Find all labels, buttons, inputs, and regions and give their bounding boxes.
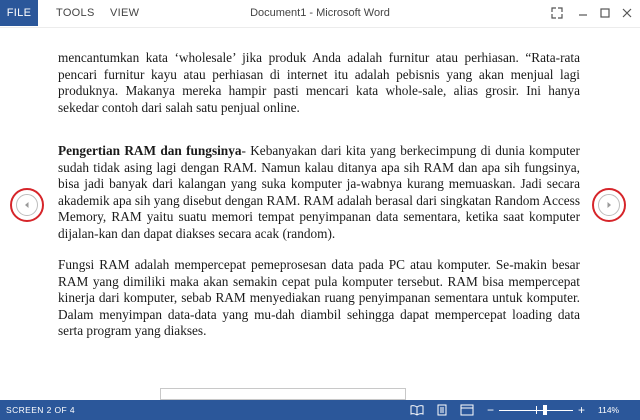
read-mode-icon[interactable] <box>410 404 424 416</box>
maximize-icon[interactable] <box>596 4 614 22</box>
paragraph-2-body: - Kebanyakan dari kita yang berkecimpung di dunia komputer sudah tidak asing lagi dengan RAM. Namun kalau ditanya apa sih RAM dan apa sih fungsinya, bisa jadi banyak dari kalangan yang suka komputer ja-wabnya kurang memuaskan. Jadi secara akademik apa sih yang disebut dengan RAM. RAM adalah berasal dari singkatan Random Access Memory, RAM yaitu suatu memori tempat penyimpanan data sementara, ketika saat komputer dijalan-kan dan dapat diakses secara acak (random). <box>58 143 580 241</box>
minimize-icon[interactable] <box>574 4 592 22</box>
document-page <box>58 50 580 340</box>
previous-page-button[interactable] <box>10 188 44 222</box>
close-icon[interactable] <box>618 4 636 22</box>
zoom-slider-thumb[interactable] <box>543 405 547 415</box>
tools-menu-button[interactable]: TOOLS <box>56 7 95 19</box>
zoom-out-button[interactable]: − <box>487 403 495 417</box>
zoom-center-mark <box>536 406 537 414</box>
zoom-in-button[interactable]: + <box>578 403 586 417</box>
paragraph-1: mencantumkan kata ‘wholesale’ jika produk Anda adalah furnitur atau perhiasan. “Rata-rata pencari furnitur kayu atau perhiasan di internet itu adalah pebisnis yang akan menjual lagi produknya. Makanya mereka hampir pasti mencari kata whole-sale, alias grosir. Ini hanya sekedar contoh dari salah satu penjual online. <box>58 50 580 115</box>
print-layout-icon[interactable] <box>435 404 449 416</box>
zoom-level[interactable]: 114% <box>598 405 620 415</box>
window-title: Document1 - Microsoft Word <box>250 7 390 19</box>
file-menu-button[interactable]: FILE <box>0 0 38 26</box>
highlight-circle <box>592 188 626 222</box>
horizontal-scrollbar[interactable] <box>160 388 406 400</box>
screen-indicator[interactable]: SCREEN 2 OF 4 <box>6 405 75 415</box>
status-bar <box>0 400 640 420</box>
section-heading: Pengertian RAM dan fungsinya <box>58 143 242 158</box>
title-bar <box>0 0 640 28</box>
view-menu-button[interactable]: VIEW <box>110 7 140 19</box>
next-page-button[interactable] <box>592 188 626 222</box>
restore-icon[interactable] <box>548 4 566 22</box>
paragraph-3: Fungsi RAM adalah mempercepat pemeprosesan data pada PC atau komputer. Se-makin besar RAM yang dimiliki maka akan semakin cepat pula komputer tersebut. RAM bisa mempercepat kinerja dari komputer, sebab RAM menyediakan ruang penyimpanan sementara untuk komputer. Dalam menyimpan data-data yang mu-dah diambil sehingga dapat mempercepat loading data serta program yang diakses. <box>58 257 580 338</box>
web-layout-icon[interactable] <box>460 404 474 416</box>
paragraph-2 <box>58 143 580 242</box>
highlight-circle <box>10 188 44 222</box>
